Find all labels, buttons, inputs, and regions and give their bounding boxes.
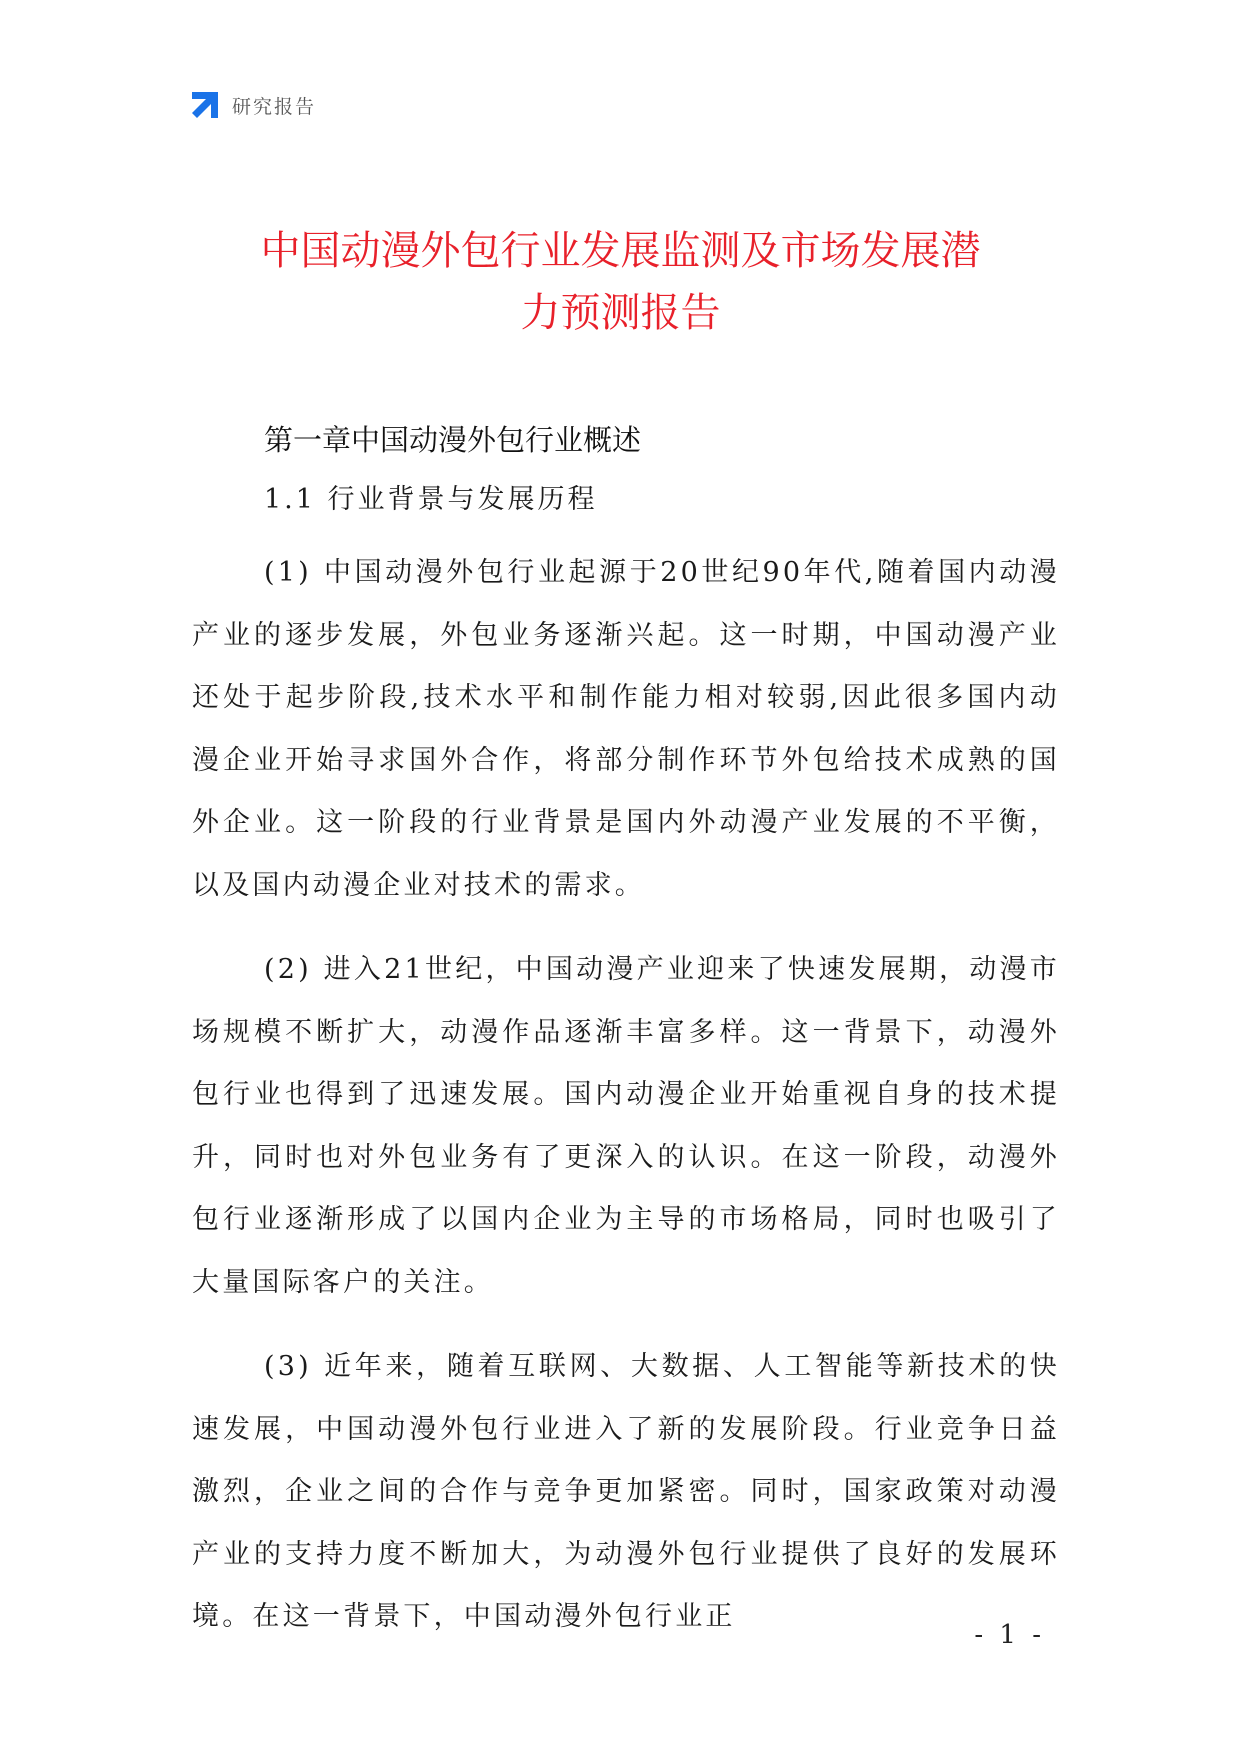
chapter-heading: 第一章中国动漫外包行业概述: [264, 423, 642, 457]
paragraph-3: (3) 近年来，随着互联网、大数据、人工智能等新技术的快速发展，中国动漫外包行业进入了新的发展阶段。行业竞争日益激烈，企业之间的合作与竞争更加紧密。同时，国家政策对动漫产业的支持力度不断加大，为动漫外包行业提供了良好的发展环境。在这一背景下，中国动漫外包行业正: [192, 1351, 1060, 1632]
page-number: - 1 -: [974, 1620, 1045, 1650]
arrow-up-right-icon: [190, 90, 220, 120]
title-line-2: 力预测报告: [520, 290, 721, 336]
section-heading: 1.1 行业背景与发展历程: [264, 484, 598, 515]
paragraph-1: (1) 中国动漫外包行业起源于20世纪90年代,随着国内动漫产业的逐步发展，外包业务逐渐兴起。这一时期，中国动漫产业还处于起步阶段,技术水平和制作能力相对较弱,因此很多国内动漫企业开始寻求国外合作，将部分制作环节外包给技术成熟的国外企业。这一阶段的行业背景是国内外动漫产业发展的不平衡，以及国内动漫企业对技术的需求。: [192, 557, 1060, 901]
document-title: [150, 220, 1091, 344]
page-header: [190, 88, 316, 122]
title-line-1: 中国动漫外包行业发展监测及市场发展潜: [260, 228, 981, 274]
header-label: 研究报告: [232, 95, 317, 118]
paragraph-2: (2) 进入21世纪，中国动漫产业迎来了快速发展期，动漫市场规模不断扩大，动漫作品逐渐丰富多样。这一背景下，动漫外包行业也得到了迅速发展。国内动漫企业开始重视自身的技术提升，同时也对外包业务有了更深入的认识。在这一阶段，动漫外包行业逐渐形成了以国内企业为主导的市场格局，同时也吸引了大量国际客户的关注。: [192, 954, 1060, 1298]
document-body: [192, 416, 1060, 1649]
